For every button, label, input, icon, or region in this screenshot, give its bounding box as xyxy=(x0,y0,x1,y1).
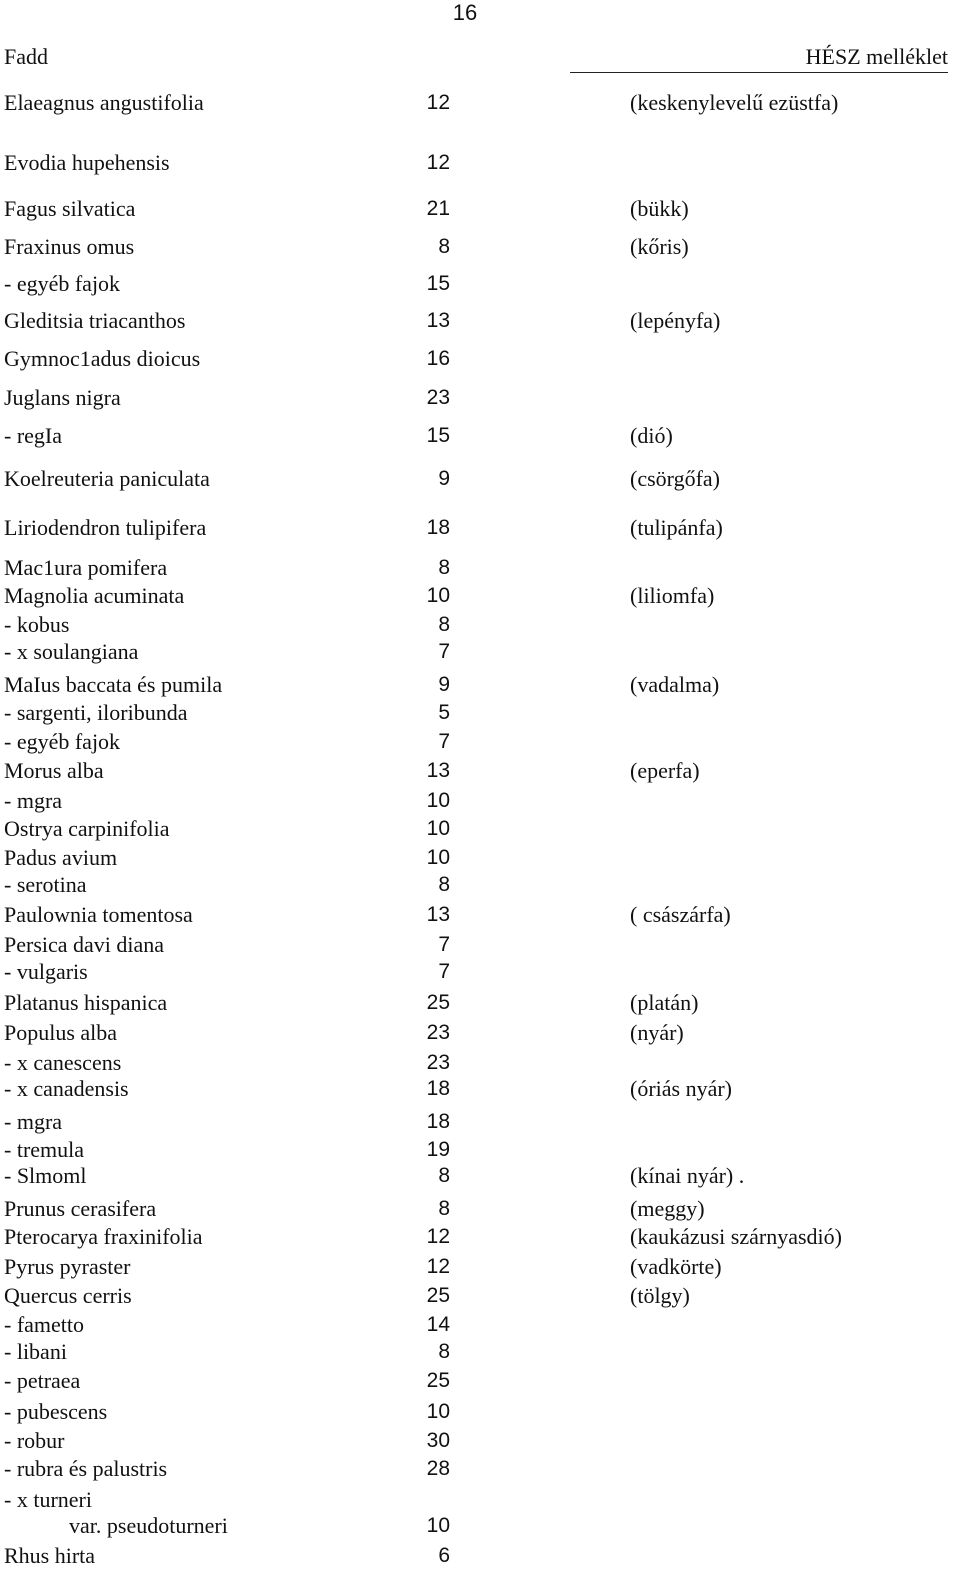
tree-height: 12 xyxy=(426,151,450,174)
species-name: - serotina xyxy=(4,872,87,897)
table-row xyxy=(0,671,960,699)
tree-height: 23 xyxy=(426,1051,450,1074)
species-name: Elaeagnus angustifolia xyxy=(4,90,204,115)
table-row xyxy=(0,514,960,542)
document-title: Fadd xyxy=(4,44,48,69)
table-row xyxy=(0,931,960,959)
common-name: (liliomfa) xyxy=(630,583,715,608)
species-name: Mac1ura pomifera xyxy=(4,555,168,580)
tree-height: 28 xyxy=(426,1457,450,1480)
species-name: - robur xyxy=(4,1428,65,1453)
species-name: Fagus silvatica xyxy=(4,196,136,221)
table-row xyxy=(0,1455,960,1483)
species-name: Gleditsia triacanthos xyxy=(4,308,186,333)
species-name: - Slmoml xyxy=(4,1163,87,1188)
table-row xyxy=(0,1108,960,1136)
tree-height: 18 xyxy=(426,1110,450,1133)
table-row xyxy=(0,1427,960,1455)
species-name: - tremula xyxy=(4,1137,85,1162)
species-name: - egyéb fajok xyxy=(4,729,121,754)
tree-height: 9 xyxy=(438,467,450,490)
table-row xyxy=(0,1367,960,1395)
tree-height: 10 xyxy=(426,846,450,869)
table-row xyxy=(0,1398,960,1426)
common-name: (csörgőfa) xyxy=(630,466,720,491)
common-name: (kőris) xyxy=(630,234,689,259)
table-row xyxy=(0,1136,960,1164)
tree-height: 8 xyxy=(438,613,450,636)
common-name: (platán) xyxy=(630,990,699,1015)
table-row xyxy=(0,465,960,493)
species-name: Pyrus pyraster xyxy=(4,1254,131,1279)
table-row xyxy=(0,989,960,1017)
table-row xyxy=(0,815,960,843)
tree-height: 25 xyxy=(426,1369,450,1392)
table-row xyxy=(0,728,960,756)
species-name: - mgra xyxy=(4,1109,63,1134)
tree-height: 12 xyxy=(426,1225,450,1248)
table-row xyxy=(0,1253,960,1281)
tree-height: 7 xyxy=(438,730,450,753)
tree-height: 18 xyxy=(426,1077,450,1100)
tree-height: 14 xyxy=(426,1313,450,1336)
common-name: (kaukázusi szárnyasdió) xyxy=(630,1224,842,1249)
species-name: Platanus hispanica xyxy=(4,990,168,1015)
species-name: Juglans nigra xyxy=(4,385,121,410)
table-row xyxy=(0,871,960,899)
annex-title: HÉSZ melléklet xyxy=(805,44,948,69)
common-name: (eperfa) xyxy=(630,758,700,783)
tree-height: 7 xyxy=(438,933,450,956)
annex-underline xyxy=(570,72,948,73)
tree-height: 8 xyxy=(438,1197,450,1220)
species-name: Padus avium xyxy=(4,845,118,870)
species-name: Persica davi diana xyxy=(4,932,165,957)
tree-height: 7 xyxy=(438,960,450,983)
tree-height: 10 xyxy=(426,584,450,607)
tree-height: 10 xyxy=(426,1514,450,1537)
table-row xyxy=(0,1162,960,1190)
tree-height: 21 xyxy=(426,197,450,220)
table-row xyxy=(0,422,960,450)
tree-height: 15 xyxy=(426,272,450,295)
species-name: Paulownia tomentosa xyxy=(4,902,193,927)
table-row xyxy=(0,1019,960,1047)
species-name: Liriodendron tulipifera xyxy=(4,515,207,540)
common-name: (bükk) xyxy=(630,196,689,221)
species-name: - kobus xyxy=(4,612,70,637)
table-row xyxy=(0,1049,960,1077)
tree-height: 8 xyxy=(438,1340,450,1363)
tree-height: 10 xyxy=(426,817,450,840)
tree-height: 25 xyxy=(426,991,450,1014)
common-name: (nyár) xyxy=(630,1020,684,1045)
common-name: (meggy) xyxy=(630,1196,705,1221)
tree-height: 13 xyxy=(426,903,450,926)
tree-height: 19 xyxy=(426,1138,450,1161)
tree-height: 7 xyxy=(438,640,450,663)
tree-height: 10 xyxy=(426,1400,450,1423)
species-name: Quercus cerris xyxy=(4,1283,132,1308)
tree-height: 5 xyxy=(438,701,450,724)
common-name: (óriás nyár) xyxy=(630,1076,733,1101)
species-name: - libani xyxy=(4,1339,67,1364)
table-row xyxy=(0,195,960,223)
table-row xyxy=(0,1282,960,1310)
species-name: Magnolia acuminata xyxy=(4,583,185,608)
table-row xyxy=(0,345,960,373)
table-row xyxy=(0,787,960,815)
table-row xyxy=(0,1223,960,1251)
table-row xyxy=(0,1338,960,1366)
common-name: (vadalma) xyxy=(630,672,720,697)
table-row xyxy=(0,270,960,298)
tree-height: 18 xyxy=(426,516,450,539)
table-row xyxy=(0,699,960,727)
species-name: - regIa xyxy=(4,423,63,448)
table-row xyxy=(0,1075,960,1103)
species-name: Morus alba xyxy=(4,758,104,783)
species-name: - x canadensis xyxy=(4,1076,129,1101)
species-name: - x canescens xyxy=(4,1050,122,1075)
common-name: (lepényfa) xyxy=(630,308,721,333)
table-row xyxy=(0,89,960,117)
table-row xyxy=(0,1542,960,1570)
species-name: - x turneri xyxy=(4,1487,92,1512)
species-name: Rhus hirta xyxy=(4,1543,96,1568)
tree-height: 8 xyxy=(438,235,450,258)
species-name: Prunus cerasifera xyxy=(4,1196,157,1221)
tree-height: 8 xyxy=(438,556,450,579)
species-name: Fraxinus omus xyxy=(4,234,135,259)
species-name: - sargenti, iloribunda xyxy=(4,700,188,725)
table-row xyxy=(0,554,960,582)
tree-height: 10 xyxy=(426,789,450,812)
tree-height: 25 xyxy=(426,1284,450,1307)
common-name: (tulipánfa) xyxy=(630,515,723,540)
table-row xyxy=(0,901,960,929)
table-row xyxy=(0,1195,960,1223)
species-name: Pterocarya fraxinifolia xyxy=(4,1224,203,1249)
tree-height: 8 xyxy=(438,873,450,896)
tree-height: 9 xyxy=(438,673,450,696)
tree-height: 23 xyxy=(426,386,450,409)
tree-height: 6 xyxy=(438,1544,450,1567)
tree-height: 15 xyxy=(426,424,450,447)
table-row xyxy=(0,233,960,261)
common-name: (kínai nyár) . xyxy=(630,1163,745,1188)
table-row xyxy=(0,757,960,785)
species-name: - vulgaris xyxy=(4,959,88,984)
table-row xyxy=(0,844,960,872)
species-name: - x soulangiana xyxy=(4,639,139,664)
table-row xyxy=(0,149,960,177)
species-name: - rubra és palustris xyxy=(4,1456,168,1481)
table-row xyxy=(0,582,960,610)
species-name: Ostrya carpinifolia xyxy=(4,816,170,841)
species-name: - egyéb fajok xyxy=(4,271,121,296)
table-row xyxy=(0,1486,960,1514)
table-row xyxy=(0,1512,960,1540)
tree-height: 13 xyxy=(426,759,450,782)
common-name: (dió) xyxy=(630,423,673,448)
species-name: Populus alba xyxy=(4,1020,118,1045)
tree-height: 16 xyxy=(426,347,450,370)
species-name: MaIus baccata és pumila xyxy=(4,672,223,697)
common-name: (keskenylevelű ezüstfa) xyxy=(630,90,839,115)
species-name: - fametto xyxy=(4,1312,85,1337)
table-row xyxy=(0,611,960,639)
tree-height: 8 xyxy=(438,1164,450,1187)
species-name: - petraea xyxy=(4,1368,81,1393)
table-row xyxy=(0,1311,960,1339)
tree-height: 12 xyxy=(426,1255,450,1278)
table-row xyxy=(0,638,960,666)
species-name: Gymnoc1adus dioicus xyxy=(4,346,201,371)
species-name: var. pseudoturneri xyxy=(69,1513,228,1538)
tree-height: 12 xyxy=(426,91,450,114)
tree-height: 13 xyxy=(426,309,450,332)
species-name: Koelreuteria paniculata xyxy=(4,466,210,491)
tree-height: 30 xyxy=(426,1429,450,1452)
common-name: (tölgy) xyxy=(630,1283,690,1308)
species-name: - mgra xyxy=(4,788,63,813)
tree-height: 23 xyxy=(426,1021,450,1044)
common-name: ( császárfa) xyxy=(630,902,731,927)
page-number: 16 xyxy=(452,0,478,25)
species-name: Evodia hupehensis xyxy=(4,150,170,175)
table-row xyxy=(0,307,960,335)
species-name: - pubescens xyxy=(4,1399,108,1424)
common-name: (vadkörte) xyxy=(630,1254,722,1279)
table-row xyxy=(0,384,960,412)
table-row xyxy=(0,958,960,986)
